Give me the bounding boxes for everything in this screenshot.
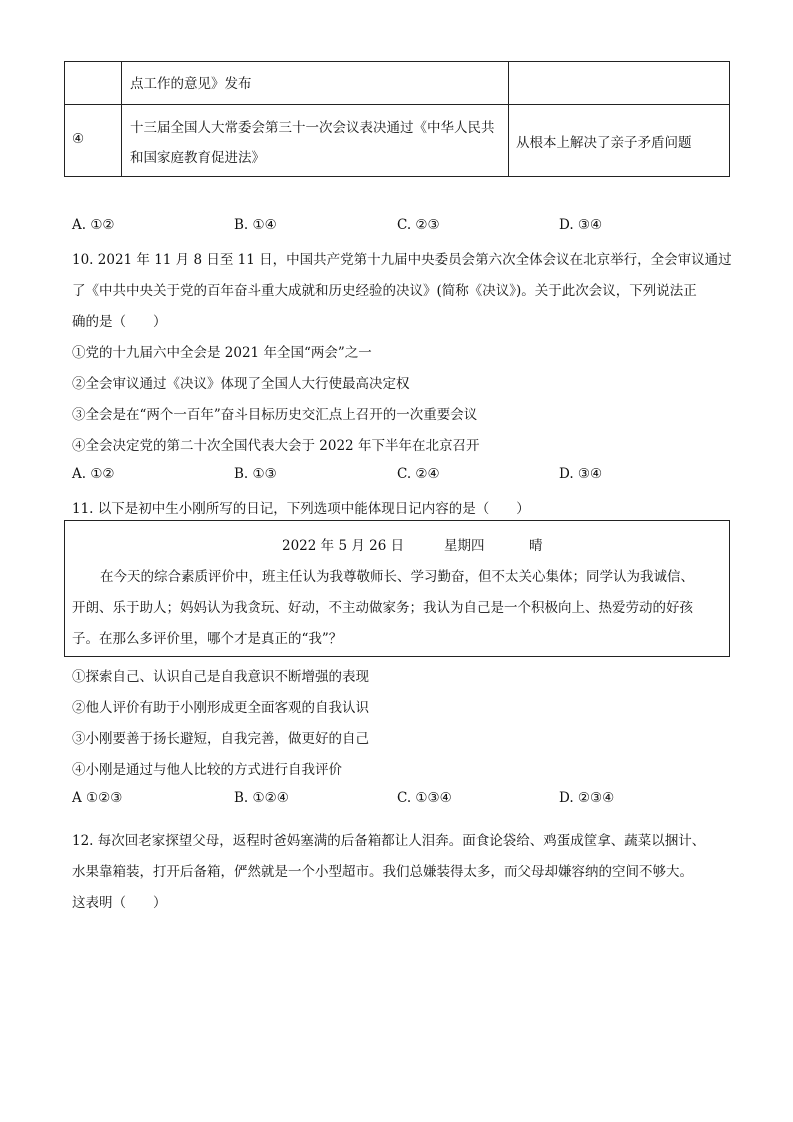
diary-weather: 晴 xyxy=(529,538,543,554)
statement: ③全会是在“两个一百年”奋斗目标历史交汇点上召开的一次重要会议 xyxy=(72,407,478,423)
question-text: 了《中共中央关于党的百年奋斗重大成就和历史经验的决议》(简称《决议》)。关于此次会议，下列说法正 xyxy=(72,283,697,299)
option-c: C. ①③④ xyxy=(397,790,452,806)
option-a: A ①②③ xyxy=(72,790,123,806)
diary-date: 2022 年 5 月 26 日 xyxy=(282,538,405,554)
statement: ②全会审议通过《决议》体现了全国人大行使最高决定权 xyxy=(72,376,410,392)
question-text: 确的是（ ） xyxy=(72,314,167,330)
option-a: A. ①② xyxy=(72,466,115,482)
statement: ①党的十九届六中全会是 2021 年全国“两会”之一 xyxy=(72,345,372,361)
question-text: 这表明（ ） xyxy=(72,895,167,911)
option-c: C. ②④ xyxy=(397,466,440,482)
table-row-divider xyxy=(65,104,729,105)
option-b: B. ①②④ xyxy=(234,790,289,806)
statement: ③小刚要善于扬长避短，自我完善，做更好的自己 xyxy=(72,731,369,747)
option-c: C. ②③ xyxy=(397,217,440,233)
diary-text: 开朗、乐于助人；妈妈认为我贪玩、好动，不主动做家务；我认为自己是一个积极向上、热爱劳动的好孩 xyxy=(72,600,693,616)
table-cell-number: ④ xyxy=(72,131,85,147)
diary-weekday: 星期四 xyxy=(444,538,485,554)
option-a: A. ①② xyxy=(72,217,115,233)
diary-text: 子。在那么多评价里，哪个才是真正的“我”？ xyxy=(72,631,343,647)
question-text: 11. 以下是初中生小刚所写的日记，下列选项中能体现日记内容的是（ ） xyxy=(72,501,530,517)
question-text: 10. 2021 年 11 月 8 日至 11 日，中国共产党第十九届中央委员会第六次全体会议在北京举行，全会审议通过 xyxy=(72,252,732,268)
option-d: D. ③④ xyxy=(559,217,603,233)
table-cell: 点工作的意见》发布 xyxy=(130,76,252,92)
statement: ④小刚是通过与他人比较的方式进行自我评价 xyxy=(72,762,342,778)
table-cell: 十三届全国人大常委会第三十一次会议表决通过《中华人民共 xyxy=(130,120,495,136)
statement: ④全会决定党的第二十次全国代表大会于 2022 年下半年在北京召开 xyxy=(72,438,480,454)
table-cell: 从根本上解决了亲子矛盾问题 xyxy=(516,135,692,151)
question-text: 水果靠箱装，打开后备箱，俨然就是一个小型超市。我们总嫌装得太多，而父母却嫌容纳的空间不够大。 xyxy=(72,864,693,880)
table-col-divider xyxy=(508,62,509,176)
statement: ②他人评价有助于小刚形成更全面客观的自我认识 xyxy=(72,700,369,716)
question-text: 12. 每次回老家探望父母，返程时爸妈塞满的后备箱都让人泪奔。面食论袋给、鸡蛋成筐拿、蔬菜以捆计、 xyxy=(72,833,706,849)
option-b: B. ①③ xyxy=(234,466,277,482)
statement: ①探索自己、认识自己是自我意识不断增强的表现 xyxy=(72,669,369,685)
diary-text: 在今天的综合素质评价中，班主任认为我尊敬师长、学习勤奋，但不太关心集体；同学认为我诚信、 xyxy=(100,569,694,585)
option-d: D. ③④ xyxy=(559,466,603,482)
option-b: B. ①④ xyxy=(234,217,277,233)
option-d: D. ②③④ xyxy=(559,790,615,806)
table-col-divider xyxy=(121,62,122,176)
table-cell: 和国家庭教育促进法》 xyxy=(130,150,265,166)
